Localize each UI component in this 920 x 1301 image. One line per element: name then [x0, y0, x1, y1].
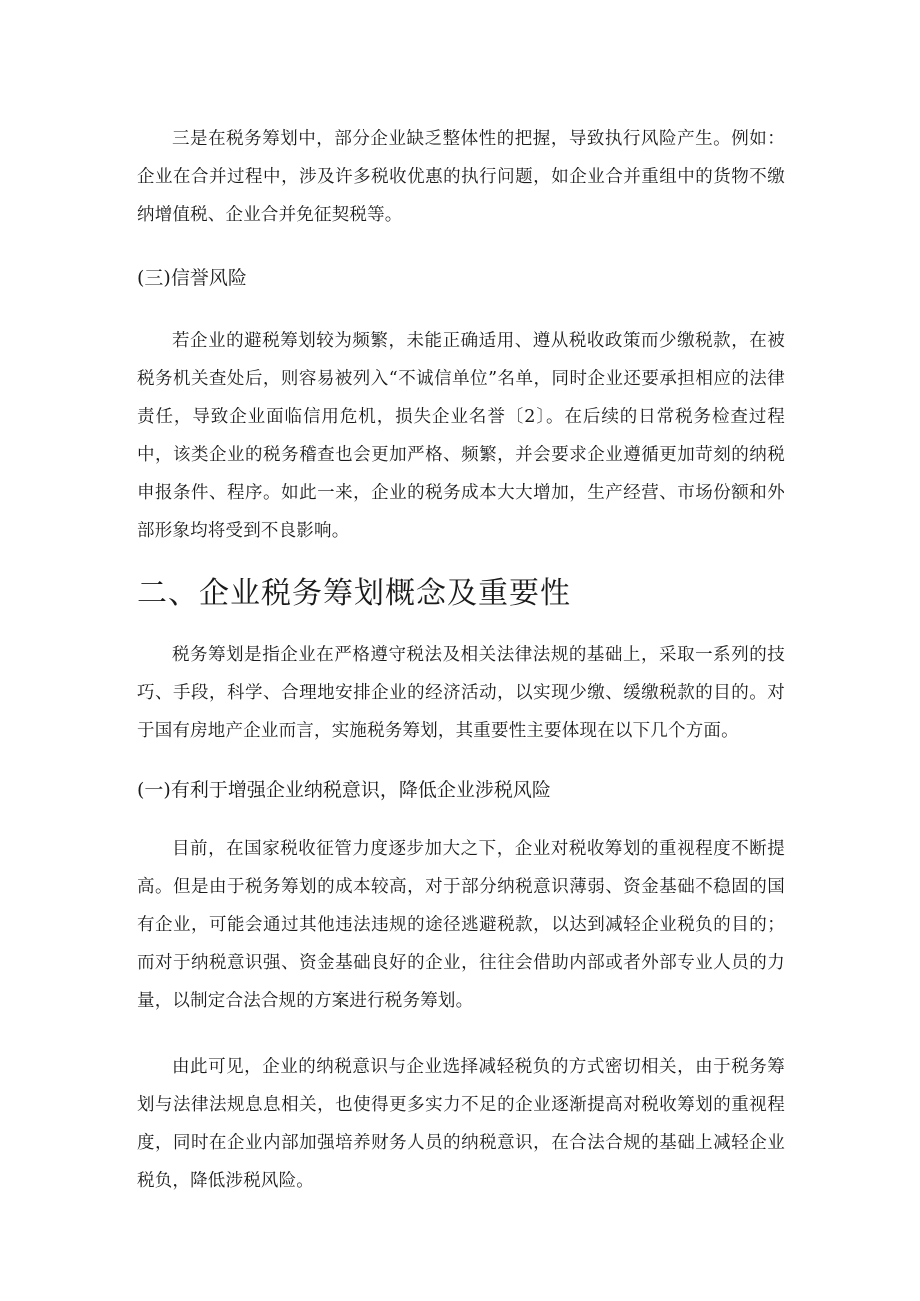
paragraph-concept: 税务筹划是指企业在严格遵守税法及相关法律法规的基础上，采取一系列的技巧、手段，科学、合理地安排企业的经济活动，以实现少缴、缓缴税款的目的。对于国有房地产企业而言，实施税务筹划，其重要性主要体现在以下几个方面。 [137, 645, 785, 741]
section-heading-concept: 二、企业税务筹划概念及重要性 [137, 576, 571, 611]
paragraph-execution-risk: 三是在税务筹划中，部分企业缺乏整体性的把握，导致执行风险产生。例如：企业在合并过程中，涉及许多税收优惠的执行问题，如企业合并重组中的货物不缴纳增值税、企业合并免征契税等。 [137, 129, 785, 225]
subheading-credit-risk: (三)信誉风险 [137, 267, 247, 289]
paragraph-conclusion: 由此可见，企业的纳税意识与企业选择减轻税负的方式密切相关，由于税务筹划与法律法规息息相关，也使得更多实力不足的企业逐渐提高对税收筹划的重视程度，同时在企业内部加强培养财务人员的纳税意识，在合法合规的基础上减轻企业税负，降低涉税风险。 [137, 1057, 785, 1191]
paragraph-credit-risk: 若企业的避税筹划较为频繁，未能正确适用、遵从税收政策而少缴税款，在被税务机关查处后，则容易被列入“不诚信单位”名单，同时企业还要承担相应的法律责任，导致企业面临信用危机，损失企业名誉〔2〕。在后续的日常税务检查过程中，该类企业的税务稽查也会更加严格、频繁，并会要求企业遵循更加苛刻的纳税申报条件、程序。如此一来，企业的税务成本大大增加，生产经营、市场份额和外部形象均将受到不良影响。 [137, 331, 785, 541]
subheading-tax-awareness: (一)有利于增强企业纳税意识，降低企业涉税风险 [137, 779, 551, 801]
document-page [137, 112, 785, 1200]
paragraph-tax-awareness: 目前，在国家税收征管力度逐步加大之下，企业对税收筹划的重视程度不断提高。但是由于税务筹划的成本较高，对于部分纳税意识薄弱、资金基础不稳固的国有企业，可能会通过其他违法违规的途径逃避税款，以达到减轻企业税负的目的；而对于纳税意识强、资金基础良好的企业，往往会借助内部或者外部专业人员的力量，以制定合法合规的方案进行税务筹划。 [137, 839, 785, 1011]
